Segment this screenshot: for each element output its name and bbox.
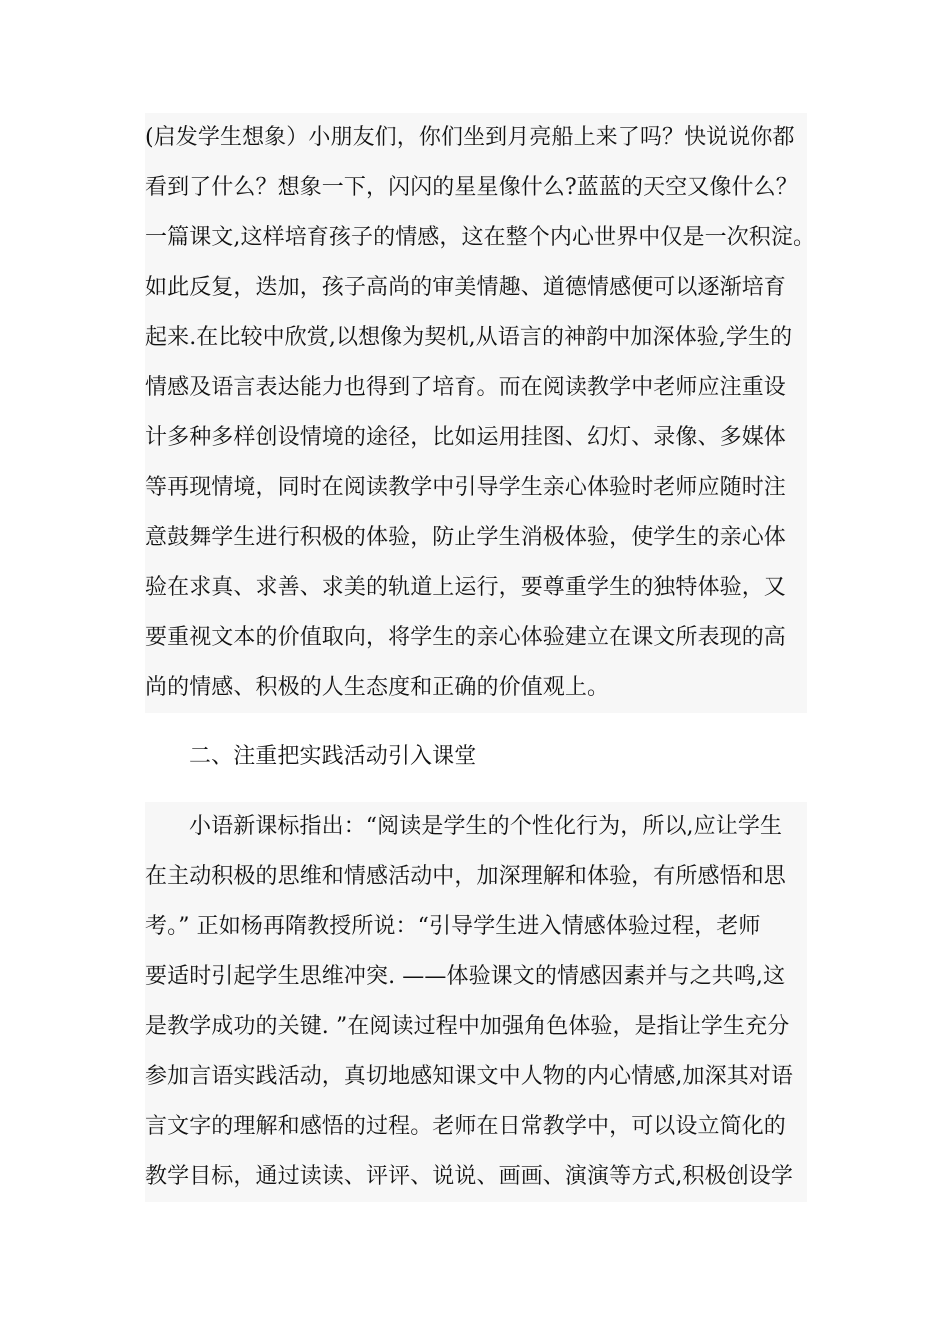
text-line: 要重视文本的价值取向，将学生的亲心体验建立在课文所表现的高 <box>145 625 786 650</box>
text-line: 一篇课文,这样培育孩子的情感，这在整个内心世界中仅是一次积淀。 <box>145 225 816 250</box>
text-line: 起来.在比较中欣赏,以想像为契机,从语言的神韵中加深体验,学生的 <box>145 325 793 350</box>
text-line: 计多种多样创设情境的途径，比如运用挂图、幻灯、录像、多媒体 <box>145 425 786 450</box>
text-line: 情感及语言表达能力也得到了培育。而在阅读教学中老师应注重设 <box>145 375 786 400</box>
text-line: 小语新课标指出：“阅读是学生的个性化行为，所以,应让学生 <box>189 814 783 839</box>
text-line: 验在求真、求善、求美的轨道上运行，要尊重学生的独特体验，又 <box>145 575 786 600</box>
text-line: (启发学生想象）小朋友们，你们坐到月亮船上来了吗？快说说你都 <box>145 125 795 150</box>
text-line: 是教学成功的关键. ”在阅读过程中加强角色体验，是指让学生充分 <box>145 1014 790 1039</box>
text-line: 等再现情境，同时在阅读教学中引导学生亲心体验时老师应随时注 <box>145 475 786 500</box>
text-line: 考。” 正如杨再隋教授所说：“引导学生进入情感体验过程，老师 <box>145 914 761 939</box>
text-line: 尚的情感、积极的人生态度和正确的价值观上。 <box>145 675 610 700</box>
text-line: 在主动积极的思维和情感活动中，加深理解和体验，有所感悟和思 <box>145 864 786 889</box>
text-line: 言文字的理解和感悟的过程。老师在日常教学中，可以设立简化的 <box>145 1114 786 1139</box>
text-line: 如此反复，迭加，孩子高尚的审美情趣、道德情感便可以逐渐培育 <box>145 275 786 300</box>
section-heading-text: 二、注重把实践活动引入课堂 <box>189 744 477 769</box>
text-line: 教学目标，通过读读、评评、说说、画画、演演等方式,积极创设学 <box>145 1164 793 1189</box>
section-heading <box>145 732 807 782</box>
paragraph-imagination-and-emotion <box>145 113 816 713</box>
text-line: 要适时引起学生思维冲突. ——体验课文的情感因素并与之共鸣,这 <box>145 964 786 989</box>
text-line: 看到了什么？想象一下，闪闪的星星像什么?蓝蓝的天空又像什么？ <box>145 175 798 200</box>
text-line: 意鼓舞学生进行积极的体验，防止学生消极体验，使学生的亲心体 <box>145 525 786 550</box>
text-line: 参加言语实践活动，真切地感知课文中人物的内心情感,加深其对语 <box>145 1064 793 1089</box>
paragraph-practice-activities <box>145 802 807 1202</box>
